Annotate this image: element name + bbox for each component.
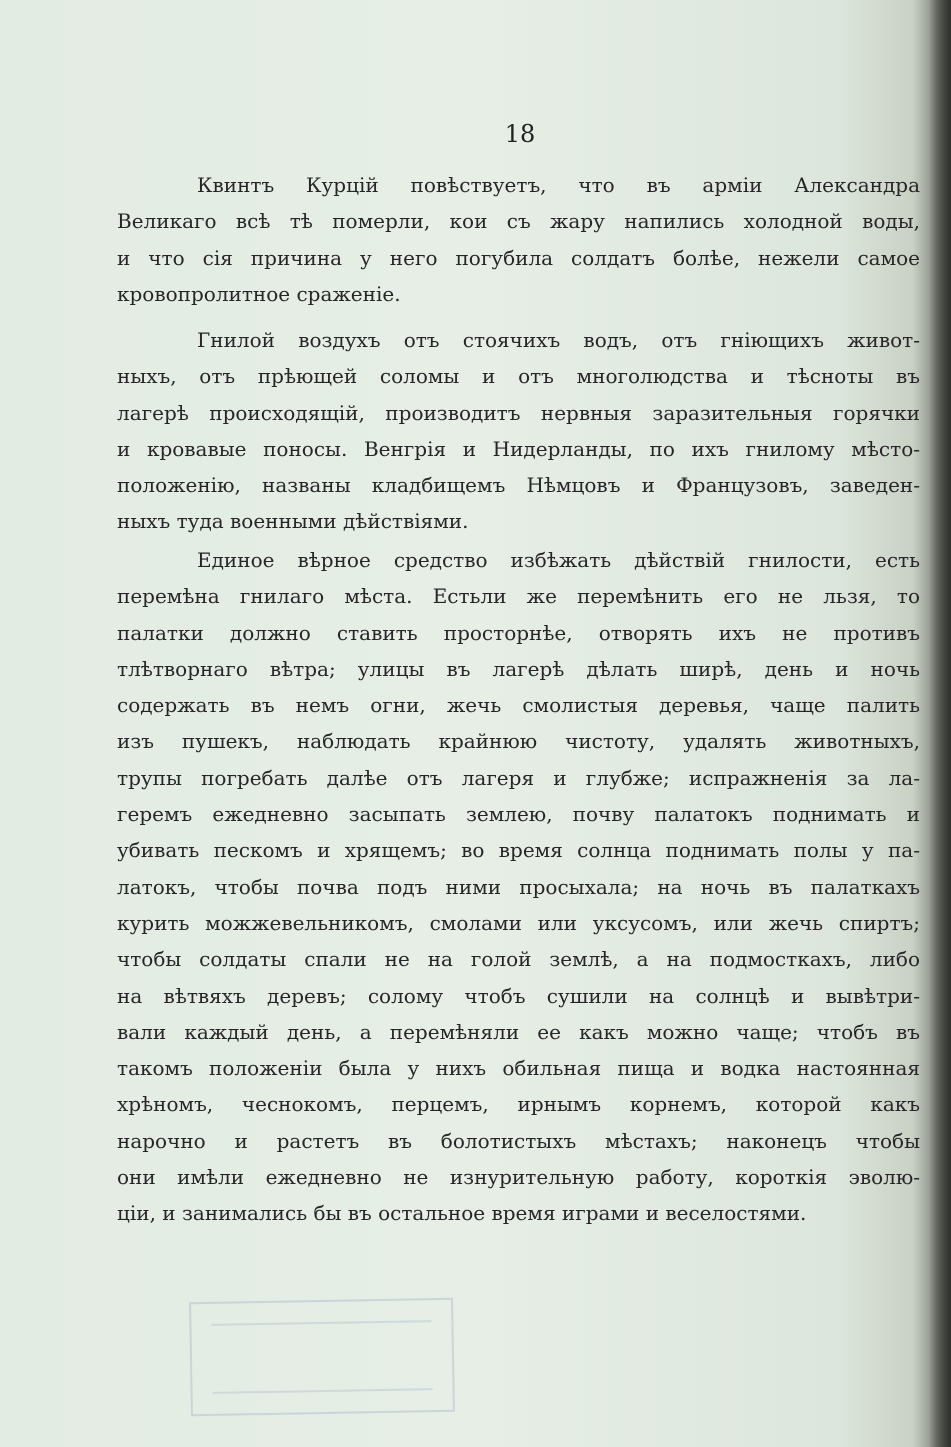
page-number: 18	[504, 120, 536, 148]
text-line: положенію, названы кладбищемъ Нѣмцовъ и Французовъ, заведен-	[117, 473, 920, 498]
text-line: нарочно и растетъ въ болотистыхъ мѣстахъ; наконецъ чтобы	[117, 1128, 920, 1153]
page-binding-shadow	[929, 0, 951, 1447]
text-line: хрѣномъ, чеснокомъ, перцемъ, ирнымъ корнемъ, которой какъ	[117, 1092, 920, 1117]
text-line: чтобы солдаты спали не на голой землѣ, а на подмосткахъ, либо	[117, 947, 920, 972]
text-line: лагерѣ происходящій, производитъ нервныя заразительныя горячки	[117, 400, 920, 425]
library-stamp	[189, 1298, 455, 1417]
text-line: латокъ, чтобы почва подъ ними просыхала; на ночь въ палаткахъ	[117, 874, 920, 899]
text-line: ныхъ, отъ прѣющей соломы и отъ многолюдства и тѣсноты въ	[117, 364, 920, 389]
text-line: Гнилой воздухъ отъ стоячихъ водъ, отъ гніющихъ живот-	[197, 328, 920, 352]
text-line: палатки должно ставить просторнѣе, отворять ихъ не противъ	[117, 620, 920, 645]
text-line: вали каждый день, а перемѣняли ее какъ можно чаще; чтобъ въ	[117, 1019, 920, 1044]
text-line: и кровавые поносы. Венгрія и Нидерланды, по ихъ гнилому мѣсто-	[117, 436, 920, 461]
text-line: перемѣна гнилаго мѣста. Естьли же перемѣнить его не льзя, то	[117, 584, 920, 609]
text-line: Великаго всѣ тѣ померли, кои съ жару напились холодной воды,	[117, 209, 920, 234]
text-line: такомъ положеніи была у нихъ обильная пища и водка настоянная	[117, 1056, 920, 1081]
text-line: геремъ ежедневно засыпать землею, почву палатокъ поднимать и	[117, 802, 920, 827]
text-line: изъ пушекъ, наблюдать крайнюю чистоту, удалять животныхъ,	[117, 729, 920, 754]
text-line: Квинтъ Курцій повѣствуетъ, что въ арміи Александра	[197, 173, 920, 197]
paragraph-3	[117, 542, 920, 1232]
text-line: содержать въ немъ огни, жечь смолистыя деревья, чаще палить	[117, 693, 920, 718]
paragraph-1	[117, 167, 920, 312]
text-line: ціи, и занимались бы въ остальное время играми и веселостями.	[117, 1201, 807, 1226]
text-line: трупы погребать далѣе отъ лагеря и глубже; испражненія за ла-	[117, 765, 920, 790]
text-line: тлѣтворнаго вѣтра; улицы въ лагерѣ дѣлать ширѣ, день и ночь	[117, 656, 920, 681]
text-line: на вѣтвяхъ деревъ; солому чтобъ сушили на солнцѣ и вывѣтри-	[117, 983, 920, 1008]
text-line: и что сія причина у него погубила солдатъ болѣе, нежели самое	[117, 245, 920, 270]
paragraph-2	[117, 322, 920, 540]
text-line: они имѣли ежедневно не изнурительную работу, короткія эволю-	[117, 1165, 920, 1190]
text-line: убивать пескомъ и хрящемъ; во время солнца поднимать полы у па-	[117, 838, 920, 863]
text-line: кровопролитное сраженіе.	[117, 281, 401, 306]
text-line: Единое вѣрное средство избѣжать дѣйствій гнилости, есть	[197, 548, 920, 572]
text-line: ныхъ туда военными дѣйствіями.	[117, 509, 469, 534]
text-line: курить можжевельникомъ, смолами или уксусомъ, или жечь спиртъ;	[117, 910, 920, 935]
